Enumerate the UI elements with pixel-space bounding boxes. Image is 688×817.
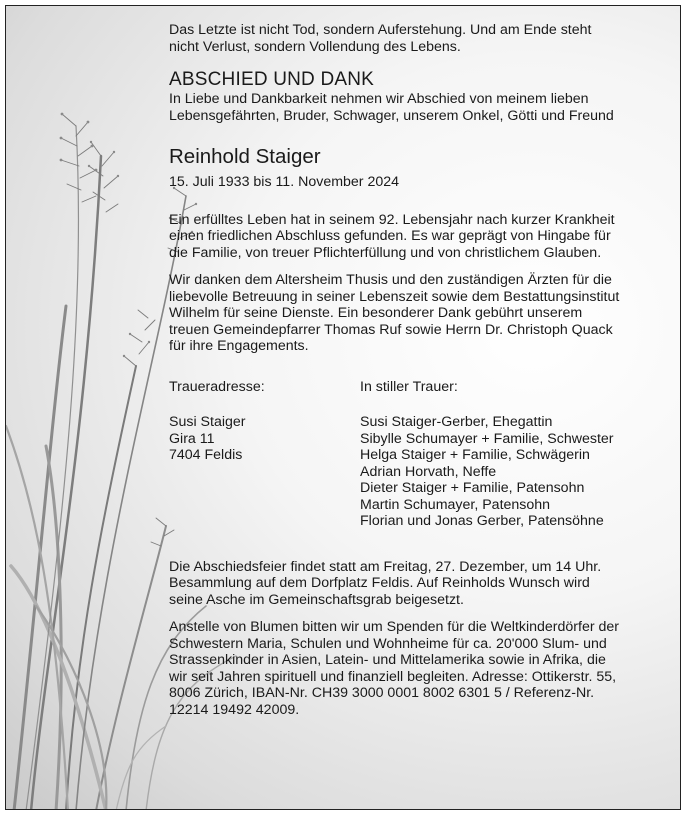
mourner-item: Martin Schumayer, Patensohn	[360, 496, 551, 513]
text-line: treuen Gemeindepfarrer Thomas Ruf sowie Herrn Dr. Christoph Quack	[169, 321, 613, 338]
text-line: 8006 Zürich, IBAN-Nr. CH39 3000 0001 8002 6301 5 / Referenz-Nr.	[169, 685, 595, 701]
text-line: für ihre Engagements.	[169, 338, 309, 354]
text-line: wir seit Jahren spirituell und finanziell begleiten. Adresse: Ottikerstr. 55,	[169, 668, 617, 685]
paragraph-life	[169, 212, 669, 262]
intro	[169, 91, 669, 124]
intro-line: Lebensgefährten, Bruder, Schwager, unserem Onkel, Götti und Freund	[169, 107, 614, 124]
paragraph-ceremony	[169, 559, 671, 609]
mourner-item: Helga Staiger + Familie, Schwägerin	[360, 447, 590, 463]
heading: ABSCHIED UND DANK	[169, 69, 375, 90]
life-dates: 15. Juli 1933 bis 11. November 2024	[169, 174, 400, 190]
address-name: Susi Staiger	[169, 414, 246, 430]
text-line: 12214 19492 42009.	[169, 701, 300, 718]
text-line: Strassenkinder in Asien, Latein- und Mittelamerika sowie in Afrika, die	[169, 652, 606, 668]
mourning-address	[169, 379, 349, 464]
obituary-card	[5, 5, 681, 810]
motto-line: Das Letzte ist nicht Tod, sondern Auferstehung. Und am Ende steht	[169, 22, 592, 38]
text-line: Wir danken dem Altersheim Thusis und den zuständigen Ärzten für die	[169, 272, 612, 288]
mourners	[360, 379, 680, 530]
address-city: 7404 Feldis	[169, 447, 243, 463]
intro-line: In Liebe und Dankbarkeit nehmen wir Abschied von meinem lieben	[169, 91, 589, 107]
text-line: die Familie, von treuer Pflichterfüllung und von christlichem Glauben.	[169, 244, 602, 261]
mourners-label: In stiller Trauer:	[360, 378, 458, 395]
text-line: liebevolle Betreuung in seiner Lebenszeit sowie dem Bestattungsinstitut	[169, 288, 620, 305]
mourner-item: Florian und Jonas Gerber, Patensöhne	[360, 513, 604, 529]
mourner-item: Susi Staiger-Gerber, Ehegattin	[360, 414, 553, 430]
text-line: Schwestern Maria, Schulen und Wohnheime für ca. 20'000 Slum- und	[169, 635, 607, 652]
deceased-name: Reinhold Staiger	[169, 145, 321, 168]
mourner-item: Sibylle Schumayer + Familie, Schwester	[360, 430, 614, 447]
text-line: einen friedlichen Abschluss gefunden. Es war geprägt von Hingabe für	[169, 228, 611, 244]
motto-line: nicht Verlust, sondern Vollendung des Lebens.	[169, 38, 461, 55]
address-street: Gira 11	[169, 430, 215, 447]
mourner-item: Dieter Staiger + Familie, Patensohn	[360, 480, 585, 496]
address-and-mourners	[169, 379, 669, 559]
paragraph-donations	[169, 619, 671, 718]
paragraph-thanks	[169, 272, 669, 355]
text-line: Ein erfülltes Leben hat in seinem 92. Lebensjahr nach kurzer Krankheit	[169, 211, 615, 228]
text-line: Anstelle von Blumen bitten wir um Spenden für die Weltkinderdörfer der	[169, 619, 620, 635]
address-label: Traueradresse:	[169, 378, 265, 395]
text-line: Die Abschiedsfeier findet statt am Freitag, 27. Dezember, um 14 Uhr.	[169, 558, 602, 575]
text-line: Wilhelm für seine Dienste. Ein besonderer Dank gebührt unserem	[169, 305, 583, 321]
text-line: seine Asche im Gemeinschaftsgrab beigesetzt.	[169, 591, 464, 608]
mourner-item: Adrian Horvath, Neffe	[360, 463, 497, 480]
motto	[169, 22, 669, 55]
obituary-text	[169, 22, 669, 718]
text-line: Besammlung auf dem Dorfplatz Feldis. Auf Reinholds Wunsch wird	[169, 575, 590, 591]
